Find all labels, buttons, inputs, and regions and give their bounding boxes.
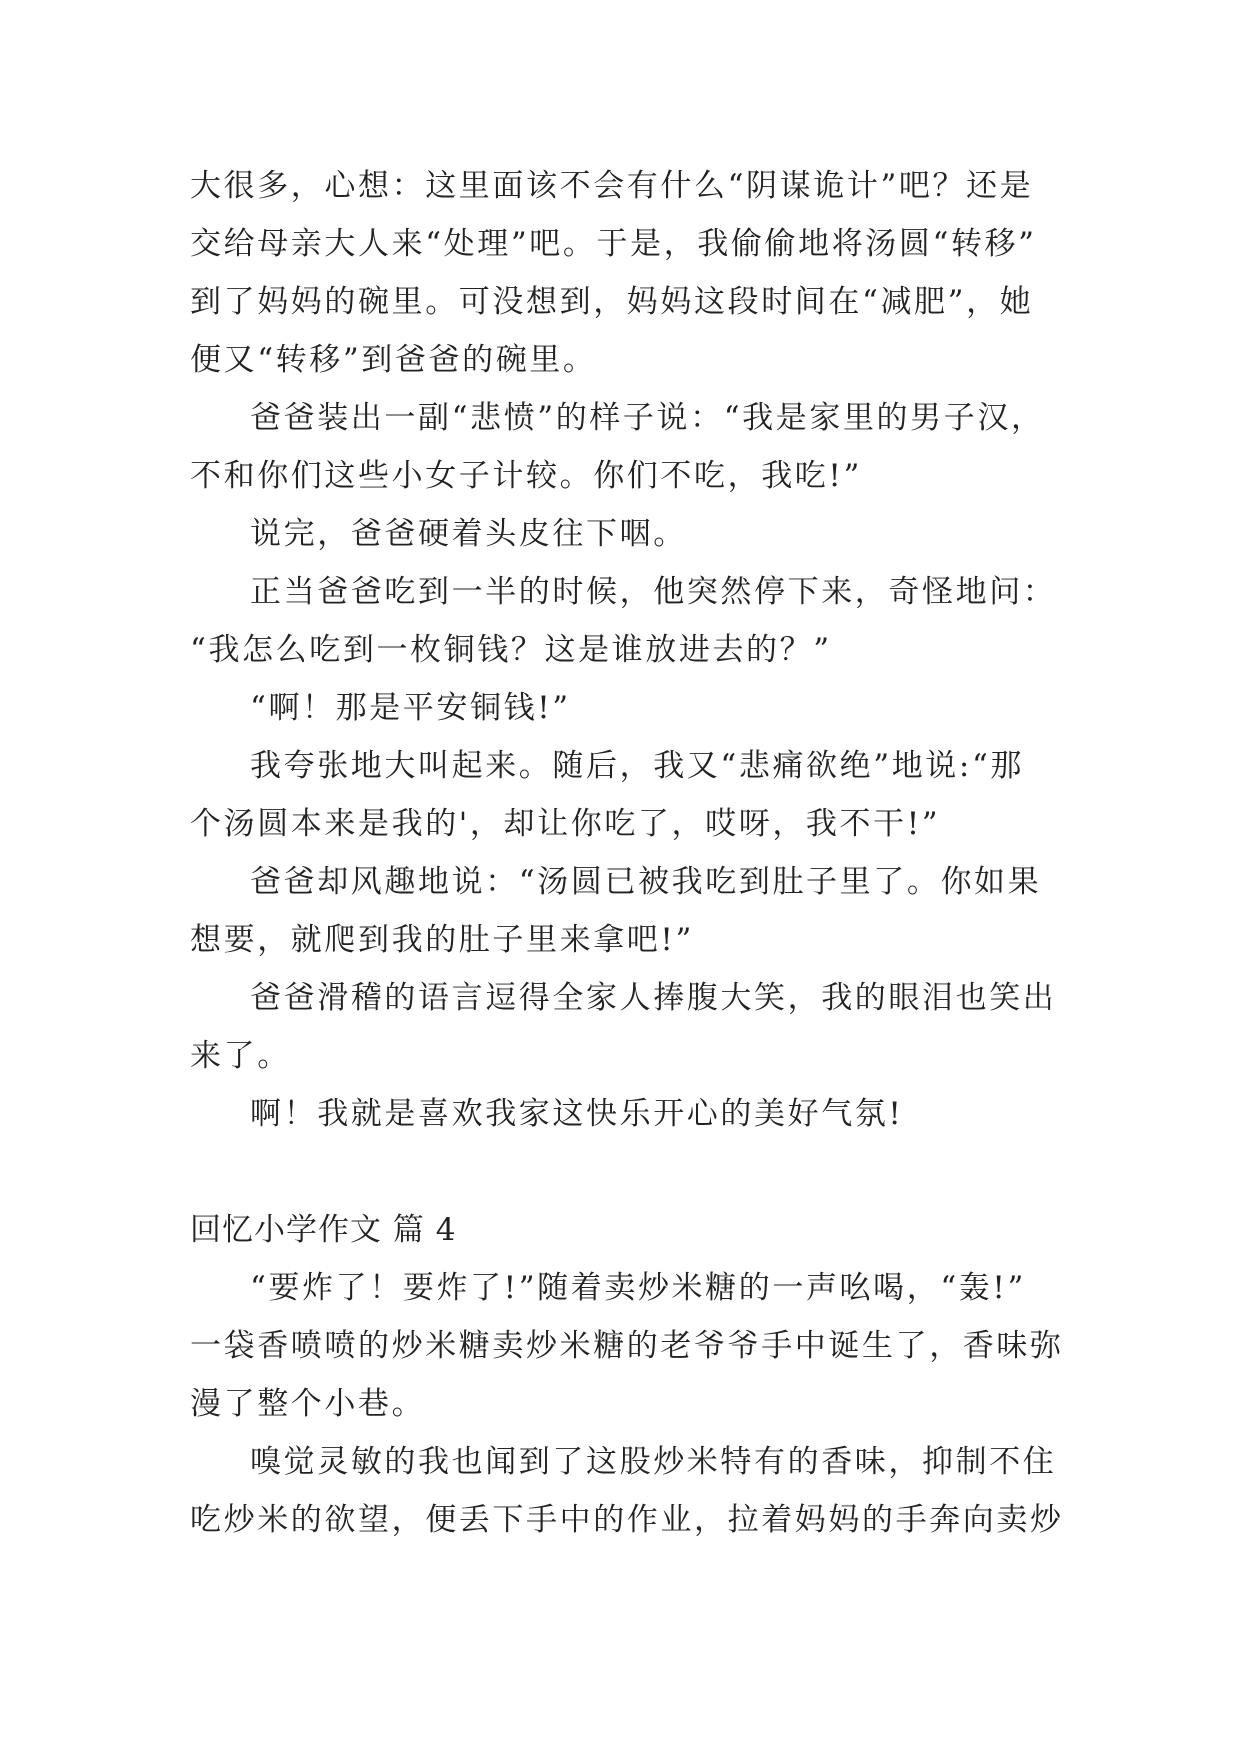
text-line: 嗅觉灵敏的我也闻到了这股炒米特有的香味，抑制不住 [250, 1444, 1057, 1480]
text-line: 个汤圆本来是我的'，却让你吃了，哎呀，我不干!” [190, 806, 941, 842]
text-line: “要炸了！要炸了!”随着卖炒米糖的一声吆喝，“轰!” [250, 1270, 1026, 1306]
text-line: 啊！我就是喜欢我家这快乐开心的美好气氛! [250, 1096, 904, 1132]
text-line: 我夸张地大叫起来。随后，我又“悲痛欲绝”地说:“那 [250, 748, 1024, 784]
text-line: 便又“转移”到爸爸的碗里。 [190, 342, 597, 378]
text-line: 爸爸滑稽的语言逗得全家人捧腹大笑，我的眼泪也笑出 [250, 980, 1057, 1016]
text-line: 漫了整个小巷。 [190, 1386, 426, 1422]
text-line: “啊！那是平安铜钱!” [250, 690, 571, 726]
text-line: 交给母亲大人来“处理”吧。于是，我偷偷地将汤圆“转移” [190, 226, 1037, 262]
text-line: 不和你们这些小女子计较。你们不吃，我吃!” [190, 458, 862, 494]
text-line: 到了妈妈的碗里。可没想到，妈妈这段时间在“减肥”，她 [190, 284, 1034, 320]
text-line: 一袋香喷喷的炒米糖卖炒米糖的老爷爷手中诞生了，香味弥 [190, 1328, 1064, 1364]
text-line: “我怎么吃到一枚铜钱？这是谁放进去的？” [190, 632, 832, 668]
section-heading: 回忆小学作文 篇 4 [190, 1212, 457, 1248]
text-line: 想要，就爬到我的肚子里来拿吧!” [190, 922, 694, 958]
text-line: 说完，爸爸硬着头皮往下咽。 [250, 516, 687, 552]
text-line: 大很多，心想：这里面该不会有什么“阴谋诡计”吧？还是 [190, 168, 1034, 204]
text-line: 正当爸爸吃到一半的时候，他突然停下来，奇怪地问： [250, 574, 1057, 610]
text-line: 来了。 [190, 1038, 291, 1074]
text-line: 吃炒米的欲望，便丢下手中的作业，拉着妈妈的手奔向卖炒 [190, 1502, 1064, 1538]
text-line: 爸爸装出一副“悲愤”的样子说：“我是家里的男子汉， [250, 400, 1045, 436]
text-line: 爸爸却风趣地说：“汤圆已被我吃到肚子里了。你如果 [250, 864, 1042, 900]
